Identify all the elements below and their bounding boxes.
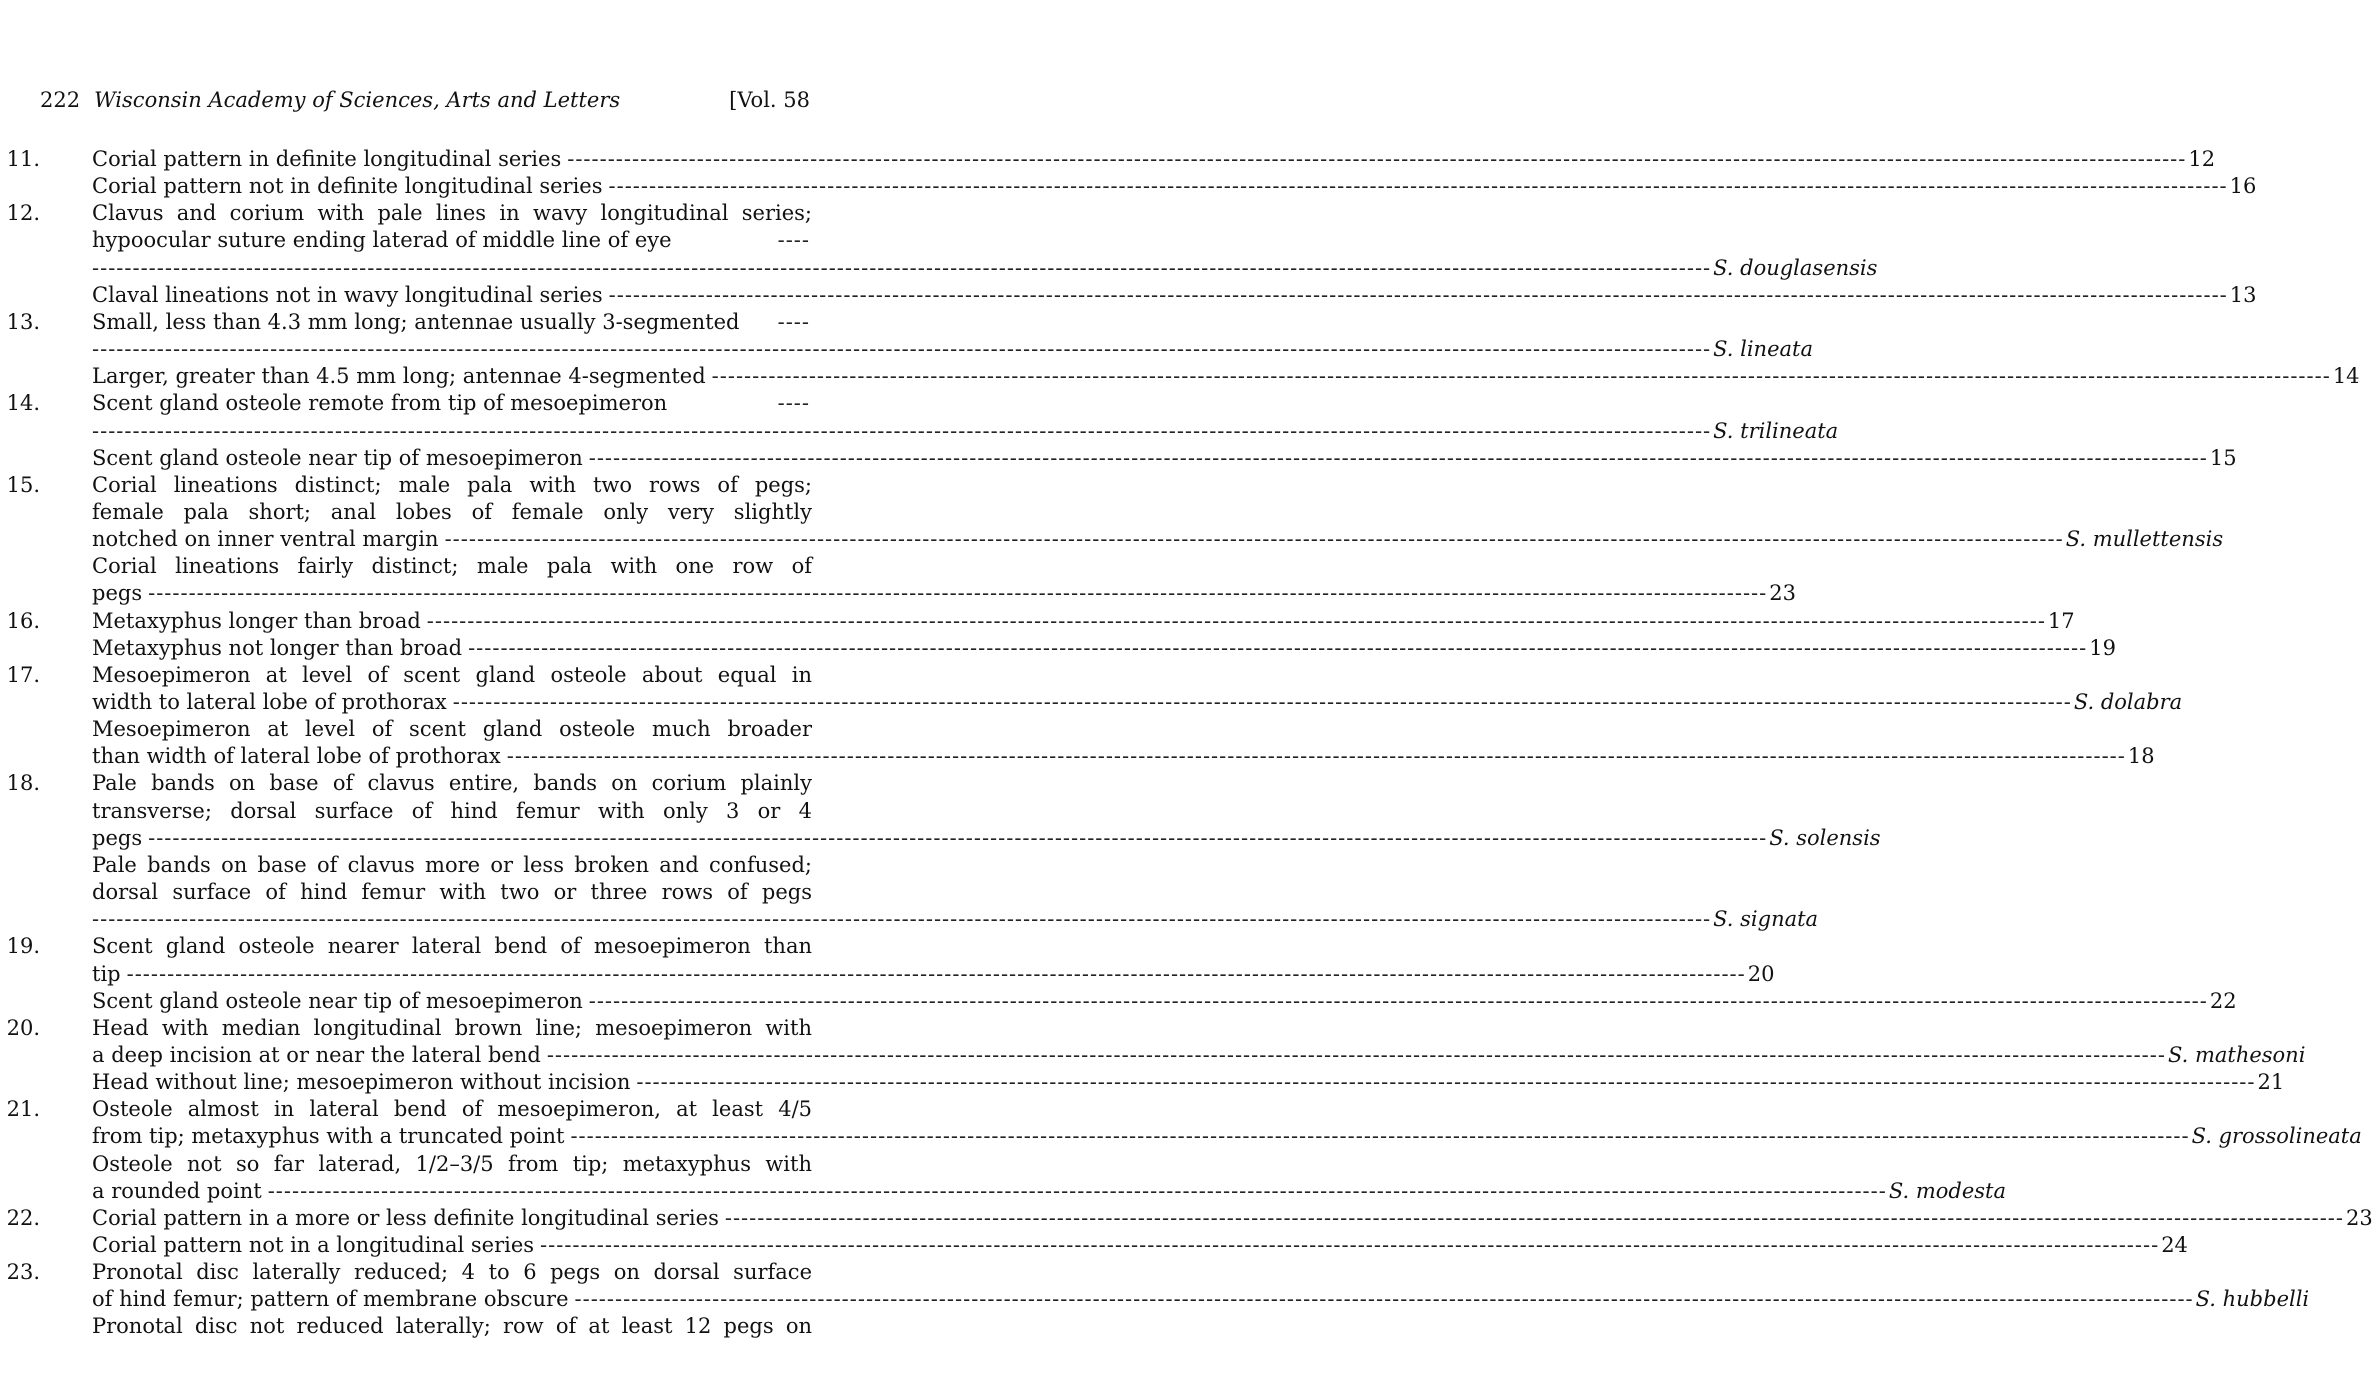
key-line-body	[92, 1313, 812, 1339]
couplet-text: width to lateral lobe of prothorax	[92, 690, 447, 714]
key-line-body	[92, 526, 2224, 552]
dot-leader: --------------------------------------------------------------------------------------------------------------------------------------------------------------------------------------------------------	[444, 527, 2064, 552]
couplet-text: Osteole almost in lateral bend of mesoepimeron, at least 4/5	[92, 1097, 812, 1122]
couplet-text: Pale bands on base of clavus entire, bands on corium plainly	[92, 771, 812, 796]
key-line-body	[92, 200, 812, 226]
species-name: S. mathesoni	[2167, 1042, 2306, 1067]
key-line-body	[92, 743, 2155, 769]
key-line	[0, 1286, 2310, 1312]
species-name: S. dolabra	[2073, 690, 2183, 714]
key-line-body	[92, 445, 2237, 471]
key-line-body	[92, 1286, 2310, 1312]
key-line	[0, 743, 2155, 769]
couplet-text: Pronotal disc not reduced laterally; row of at least 12 pegs on	[92, 1314, 812, 1339]
species-name: S. modesta	[1888, 1178, 2006, 1203]
dot-leader: --------------------------------------------------------------------------------------------------------------------------------------------------------------------------------------------------------	[724, 1205, 2344, 1230]
couplet-text: Scent gland osteole nearer lateral bend of mesoepimeron than	[92, 934, 812, 959]
dot-leader: --------------------------------------------------------------------------------------------------------------------------------------------------------------------------------------------------------	[574, 1287, 2194, 1312]
dot-leader: --------------------------------------------------------------------------------------------------------------------------------------------------------------------------------------------------------	[506, 744, 2126, 769]
couplet-text: Corial pattern in definite longitudinal series	[92, 147, 562, 171]
species-name: S. douglasensis	[1713, 255, 1878, 280]
species-name: S. signata	[1713, 907, 1819, 932]
key-line-body	[92, 879, 812, 905]
key-line-body	[92, 173, 2257, 199]
key-line	[0, 472, 879, 498]
lead-to-number: 12	[2188, 147, 2216, 171]
key-line-body	[92, 418, 1839, 444]
couplet-number: 21.	[6, 1097, 40, 1122]
key-line	[0, 553, 879, 579]
key-line	[0, 988, 2237, 1014]
dot-leader: --------------------------------------------------------------------------------------------------------------------------------------------------------------------------------------------------------	[92, 907, 1712, 932]
key-line-body	[92, 227, 812, 253]
key-line	[0, 363, 2360, 389]
key-line	[0, 1313, 879, 1339]
key-line-body	[92, 933, 812, 959]
key-line-body	[92, 1232, 2188, 1258]
dot-leader: --------------------------------------------------------------------------------------------------------------------------------------------------------------------------------------------------------	[92, 255, 1712, 280]
key-line-body	[92, 798, 812, 824]
couplet-number: 14.	[6, 391, 40, 416]
volume-label: [Vol. 58	[729, 88, 810, 112]
key-line-body	[92, 852, 812, 878]
couplet-text: Head without line; mesoepimeron without incision	[92, 1070, 631, 1095]
key-line-body	[92, 1205, 2373, 1231]
couplet-text: Scent gland osteole remote from tip of mesoepimeron	[92, 391, 668, 416]
species-name: S. mullettensis	[2065, 527, 2224, 552]
dot-leader: --------------------------------------------------------------------------------------------------------------------------------------------------------------------------------------------------------	[711, 364, 2331, 389]
key-line	[0, 227, 879, 253]
key-line	[0, 336, 1813, 362]
lead-to-number: 16	[2229, 174, 2257, 199]
dot-leader: ----	[777, 228, 810, 253]
key-line-body	[92, 770, 812, 796]
dot-leader: --------------------------------------------------------------------------------------------------------------------------------------------------------------------------------------------------------	[452, 690, 2072, 714]
key-line	[0, 961, 1775, 987]
dot-leader: --------------------------------------------------------------------------------------------------------------------------------------------------------------------------------------------------------	[546, 1042, 2166, 1067]
couplet-text: Mesoepimeron at level of scent gland osteole about equal in	[92, 662, 812, 687]
key-line-body	[92, 336, 1813, 362]
couplet-text: Corial pattern in a more or less definite longitudinal series	[92, 1205, 719, 1230]
key-line-body	[92, 662, 812, 688]
key-line-body	[92, 825, 1881, 851]
key-line-body	[92, 1015, 812, 1041]
couplet-text: Larger, greater than 4.5 mm long; antennae 4-segmented	[92, 364, 706, 389]
key-line-body	[92, 1042, 2306, 1068]
couplet-number: 16.	[6, 608, 40, 633]
lead-to-number: 18	[2127, 744, 2155, 769]
key-line	[0, 1015, 879, 1041]
dot-leader: ----	[777, 391, 810, 416]
lead-to-number: 22	[2209, 988, 2237, 1013]
lead-to-number: 19	[2089, 635, 2116, 660]
key-line	[0, 906, 1819, 932]
lead-to-number: 17	[2047, 608, 2075, 633]
couplet-text: notched on inner ventral margin	[92, 527, 439, 552]
couplet-text: female pala short; anal lobes of female only very slightly	[92, 499, 812, 524]
couplet-number: 13.	[6, 309, 40, 334]
key-line	[0, 445, 2237, 471]
key-line	[0, 282, 2257, 308]
key-line-body	[92, 1069, 2285, 1095]
dot-leader: --------------------------------------------------------------------------------------------------------------------------------------------------------------------------------------------------------	[92, 337, 1712, 362]
key-line	[0, 1151, 879, 1177]
key-line	[0, 1069, 2285, 1095]
couplet-text: Metaxyphus longer than broad	[92, 608, 421, 633]
couplet-text: Corial pattern not in a longitudinal series	[92, 1233, 535, 1257]
couplet-text: of hind femur; pattern of membrane obscure	[92, 1287, 569, 1312]
couplet-text: Claval lineations not in wavy longitudinal series	[92, 282, 603, 307]
key-line-body	[92, 988, 2237, 1014]
couplet-text: pegs	[92, 825, 143, 850]
species-name: S. grossolineata	[2191, 1124, 2362, 1149]
lead-to-number: 14	[2332, 364, 2360, 389]
key-line-body	[92, 390, 812, 416]
dot-leader: --------------------------------------------------------------------------------------------------------------------------------------------------------------------------------------------------------	[608, 282, 2228, 307]
dot-leader: --------------------------------------------------------------------------------------------------------------------------------------------------------------------------------------------------------	[608, 174, 2228, 199]
dot-leader: --------------------------------------------------------------------------------------------------------------------------------------------------------------------------------------------------------	[636, 1070, 2256, 1095]
key-line-body	[92, 146, 2216, 172]
dot-leader: --------------------------------------------------------------------------------------------------------------------------------------------------------------------------------------------------------	[148, 825, 1768, 850]
couplet-number: 22.	[6, 1205, 40, 1230]
dot-leader: --------------------------------------------------------------------------------------------------------------------------------------------------------------------------------------------------------	[567, 147, 2187, 171]
key-line	[0, 662, 879, 688]
couplet-text: than width of lateral lobe of prothorax	[92, 744, 501, 769]
dot-leader: --------------------------------------------------------------------------------------------------------------------------------------------------------------------------------------------------------	[468, 635, 2088, 660]
key-line-body	[92, 309, 812, 335]
couplet-text: tip	[92, 961, 121, 986]
key-line	[0, 146, 2216, 172]
key-line-body	[92, 1123, 2362, 1149]
key-line-body	[92, 499, 812, 525]
couplet-text: Pronotal disc laterally reduced; 4 to 6 pegs on dorsal surface	[92, 1260, 812, 1285]
couplet-text: Clavus and corium with pale lines in wavy longitudinal series;	[92, 201, 812, 226]
couplet-text: Scent gland osteole near tip of mesoepimeron	[92, 445, 583, 470]
key-line-body	[92, 906, 1819, 932]
species-name: S. trilineata	[1713, 418, 1839, 443]
key-line	[0, 852, 879, 878]
couplet-text: a deep incision at or near the lateral bend	[92, 1042, 541, 1067]
couplet-text: Corial lineations distinct; male pala with two rows of pegs;	[92, 472, 812, 497]
key-line	[0, 309, 879, 335]
key-line	[0, 798, 879, 824]
journal-title: Wisconsin Academy of Sciences, Arts and Letters	[94, 88, 621, 112]
couplet-number: 23.	[6, 1260, 40, 1285]
page-number: 222	[40, 88, 81, 112]
key-line	[0, 879, 879, 905]
key-line	[0, 716, 879, 742]
couplet-text: a rounded point	[92, 1178, 262, 1203]
couplet-text: transverse; dorsal surface of hind femur with only 3 or 4	[92, 798, 812, 823]
couplet-text: Small, less than 4.3 mm long; antennae usually 3-segmented	[92, 309, 740, 334]
key-line	[0, 499, 879, 525]
couplet-text: hypoocular suture ending laterad of middle line of eye	[92, 228, 672, 253]
key-line-body	[92, 580, 1796, 606]
dot-leader: --------------------------------------------------------------------------------------------------------------------------------------------------------------------------------------------------------	[92, 418, 1712, 443]
key-line-body	[92, 553, 812, 579]
couplet-text: Corial lineations fairly distinct; male pala with one row of	[92, 554, 812, 579]
couplet-text: Metaxyphus not longer than broad	[92, 635, 463, 660]
key-line	[0, 770, 879, 796]
key-line-body	[92, 1096, 812, 1122]
dot-leader: --------------------------------------------------------------------------------------------------------------------------------------------------------------------------------------------------------	[588, 988, 2208, 1013]
dot-leader: --------------------------------------------------------------------------------------------------------------------------------------------------------------------------------------------------------	[588, 445, 2208, 470]
couplet-number: 12.	[6, 201, 40, 226]
key-line	[0, 1205, 2373, 1231]
couplet-text: from tip; metaxyphus with a truncated point	[92, 1124, 565, 1149]
couplet-text: pegs	[92, 581, 143, 606]
key-line	[0, 635, 2116, 661]
couplet-text: dorsal surface of hind femur with two or three rows of pegs	[92, 880, 812, 905]
couplet-text: Osteole not so far laterad, 1/2–3/5 from tip; metaxyphus with	[92, 1151, 812, 1176]
key-line-body	[92, 1259, 812, 1285]
key-line	[0, 173, 2257, 199]
key-line	[0, 1123, 2362, 1149]
couplet-number: 15.	[6, 472, 40, 497]
key-line	[0, 255, 1878, 281]
dot-leader: --------------------------------------------------------------------------------------------------------------------------------------------------------------------------------------------------------	[126, 961, 1746, 986]
dot-leader: --------------------------------------------------------------------------------------------------------------------------------------------------------------------------------------------------------	[426, 608, 2046, 633]
key-line	[0, 933, 879, 959]
lead-to-number: 20	[1747, 961, 1775, 986]
species-name: S. lineata	[1713, 337, 1813, 362]
key-line-body	[92, 282, 2257, 308]
key-line	[0, 608, 2075, 634]
key-line-body	[92, 635, 2116, 661]
dot-leader: --------------------------------------------------------------------------------------------------------------------------------------------------------------------------------------------------------	[148, 581, 1768, 606]
dot-leader: ----	[777, 309, 810, 334]
key-line	[0, 526, 2224, 552]
lead-to-number: 13	[2229, 282, 2257, 307]
couplet-text: Pale bands on base of clavus more or less broken and confused;	[92, 852, 812, 877]
key-line	[0, 390, 879, 416]
couplet-number: 17.	[6, 662, 40, 687]
lead-to-number: 24	[2161, 1233, 2188, 1257]
lead-to-number: 23	[1769, 581, 1796, 606]
key-line-body	[92, 608, 2075, 634]
couplet-text: Scent gland osteole near tip of mesoepimeron	[92, 988, 583, 1013]
couplet-number: 19.	[6, 934, 40, 959]
key-line	[0, 1259, 879, 1285]
lead-to-number: 23	[2346, 1205, 2373, 1230]
key-line	[0, 200, 879, 226]
key-line-body	[92, 472, 812, 498]
key-line	[0, 1042, 2306, 1068]
couplet-text: Head with median longitudinal brown line; mesoepimeron with	[92, 1015, 812, 1040]
key-line-body	[92, 363, 2360, 389]
key-line-body	[92, 1178, 2006, 1204]
species-name: S. solensis	[1769, 825, 1881, 850]
species-name: S. hubbelli	[2195, 1287, 2310, 1312]
key-line	[0, 1178, 2006, 1204]
key-line	[0, 1232, 2188, 1258]
key-line	[0, 580, 1796, 606]
key-line-body	[92, 961, 1775, 987]
lead-to-number: 15	[2209, 445, 2237, 470]
couplet-text: Mesoepimeron at level of scent gland osteole much broader	[92, 717, 812, 742]
key-line	[0, 689, 2183, 715]
key-line-body	[92, 255, 1878, 281]
dot-leader: --------------------------------------------------------------------------------------------------------------------------------------------------------------------------------------------------------	[267, 1178, 1887, 1203]
key-line	[0, 1096, 879, 1122]
couplet-number: 18.	[6, 771, 40, 796]
dot-leader: --------------------------------------------------------------------------------------------------------------------------------------------------------------------------------------------------------	[570, 1124, 2190, 1149]
running-header	[40, 88, 810, 112]
key-line	[0, 418, 1839, 444]
lead-to-number: 21	[2257, 1070, 2285, 1095]
key-line	[0, 825, 1881, 851]
dot-leader: --------------------------------------------------------------------------------------------------------------------------------------------------------------------------------------------------------	[540, 1233, 2160, 1257]
key-line-body	[92, 716, 812, 742]
couplet-number: 11.	[6, 147, 40, 171]
key-line-body	[92, 1151, 812, 1177]
couplet-text: Corial pattern not in definite longitudinal series	[92, 174, 603, 199]
key-line-body	[92, 689, 2183, 715]
couplet-number: 20.	[6, 1015, 40, 1040]
